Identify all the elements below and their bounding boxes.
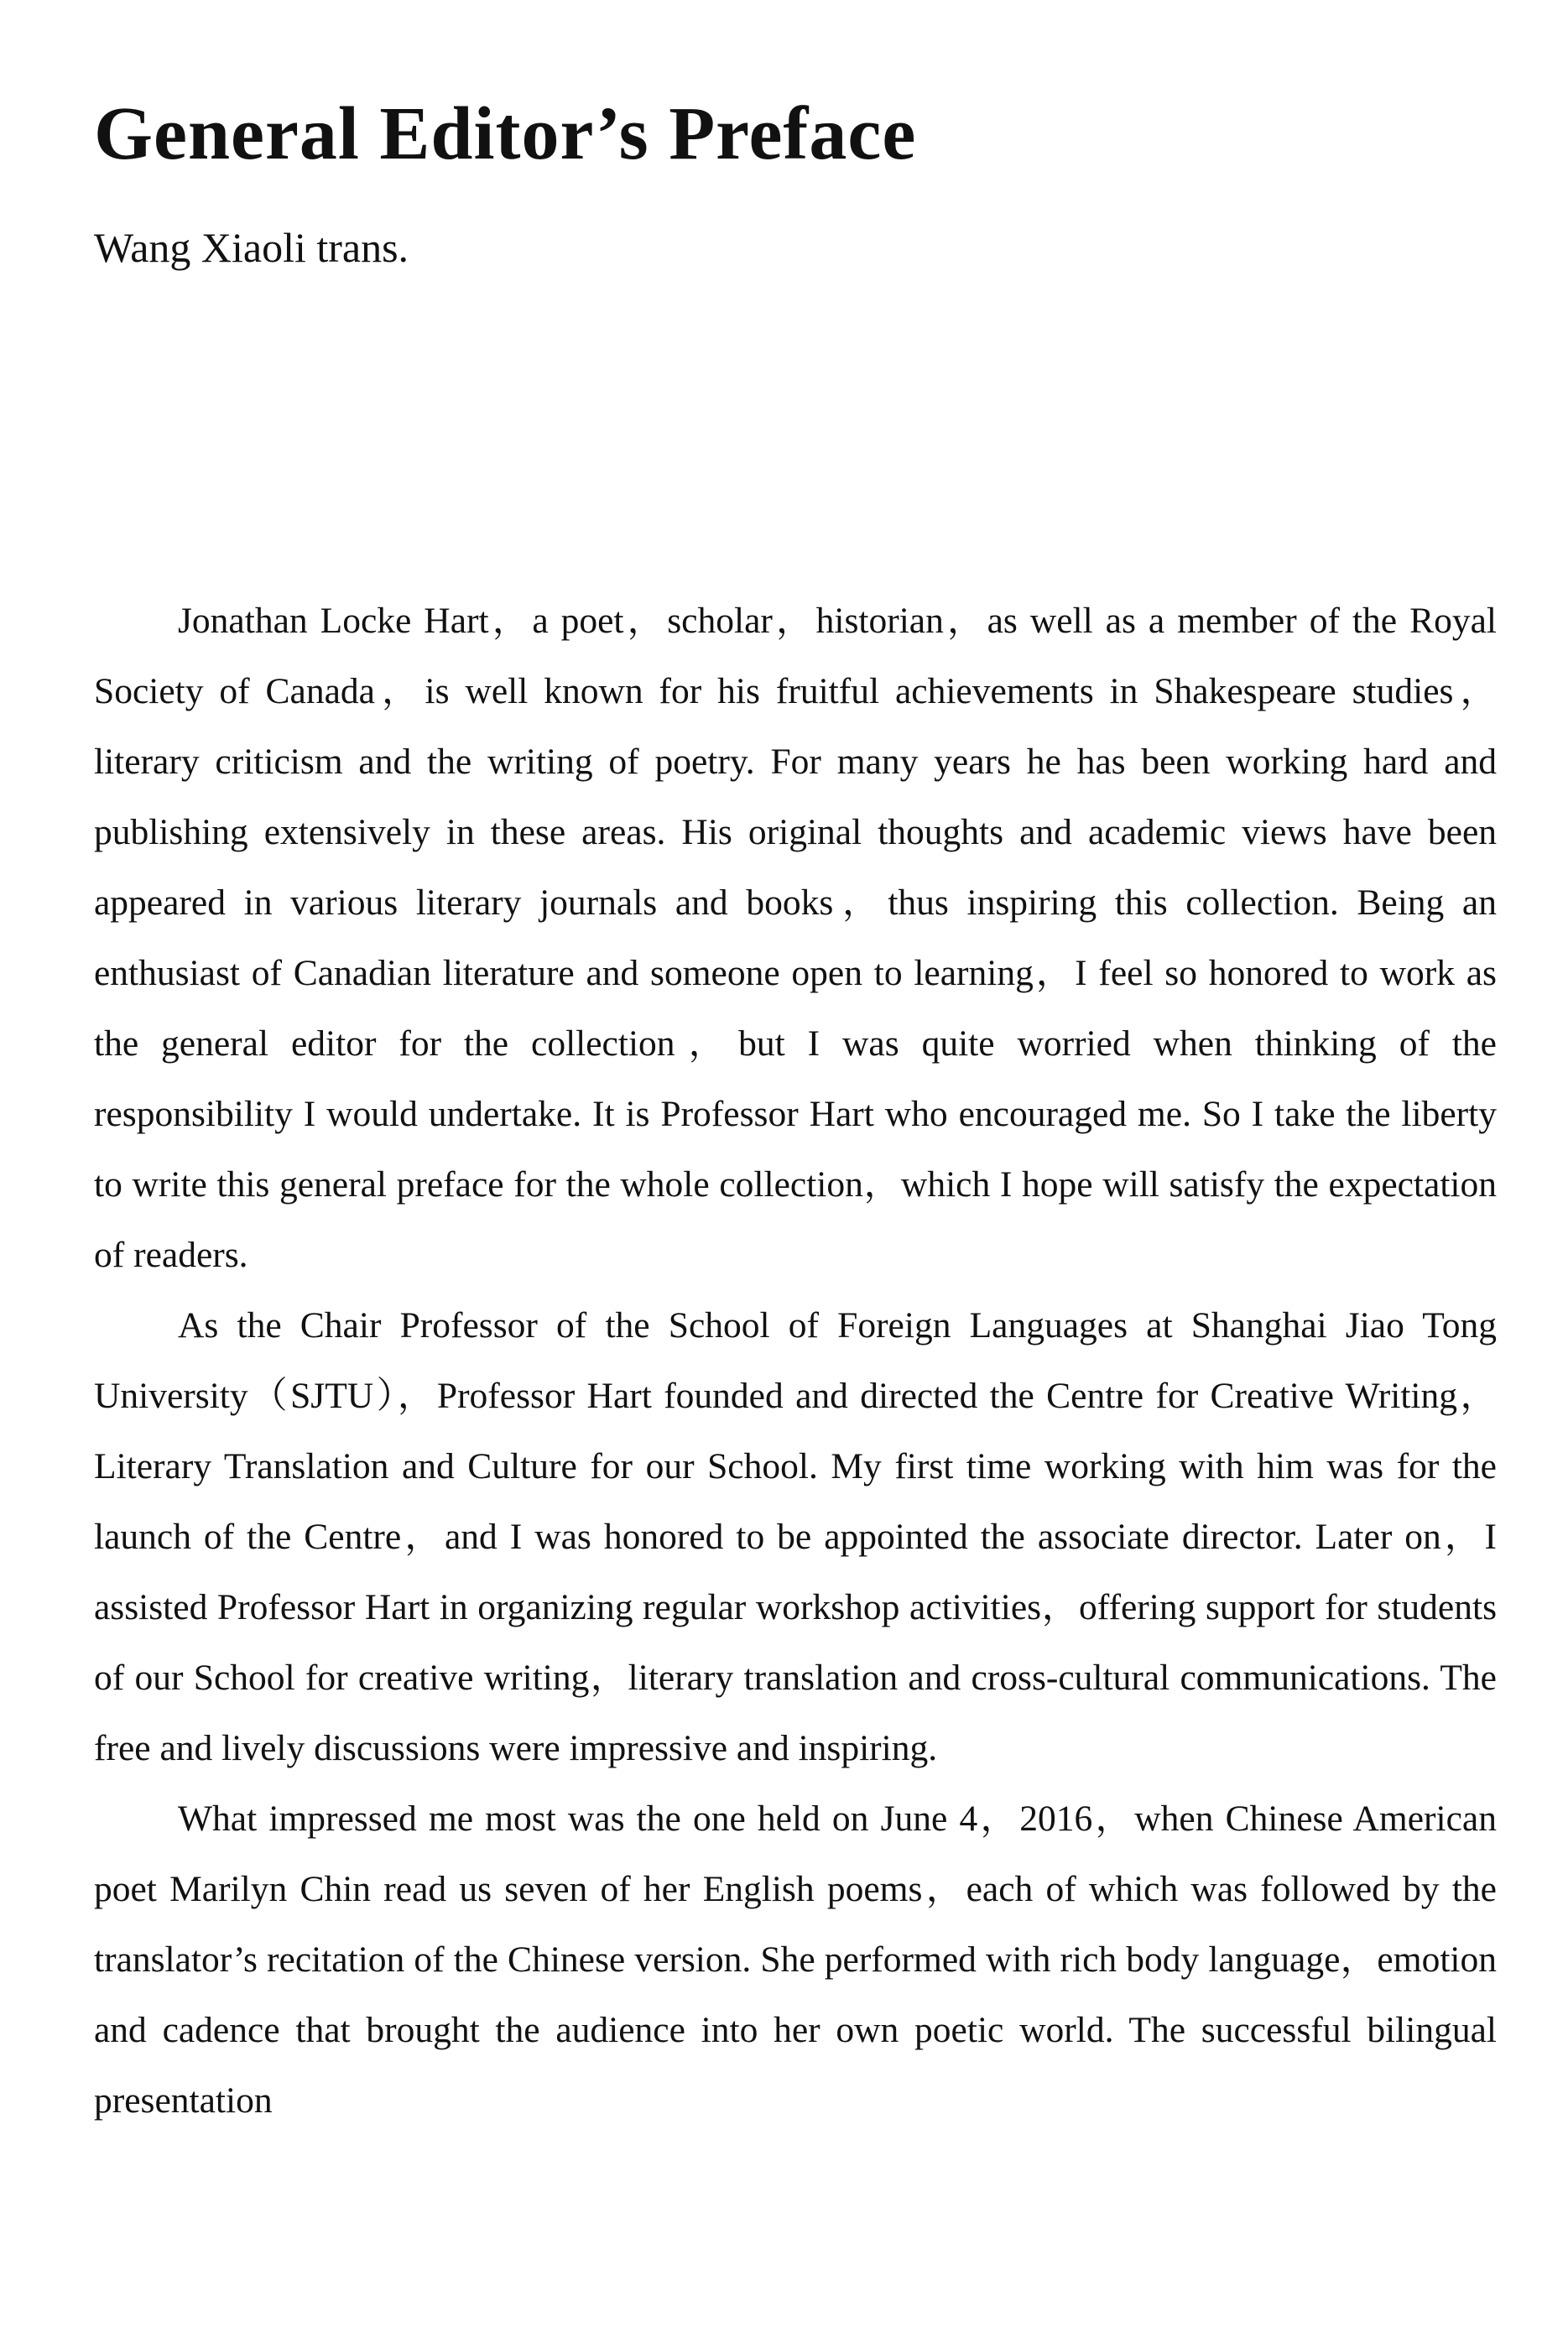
paragraph-3: What impressed me most was the one held on June 4，2016，when Chinese American poet Marilyn Chin read us seven of her English poems，each of which was followed by the translator’s recitation of the Chinese version. She performed with rich body language，emotion and cadence that brought the audience into her own poetic world. The successful bilingual presentation: [94, 1799, 1497, 2121]
translator-credit: Wang Xiaoli trans.: [94, 224, 409, 271]
preface-body: [94, 586, 1497, 2136]
page-title: General Editor’s Preface: [94, 92, 917, 175]
paragraph-2: As the Chair Professor of the School of Foreign Languages at Shanghai Jiao Tong University（SJTU），Professor Hart founded and directed the Centre for Creative Writing，Literary Translation and Culture for our School. My first time working with him was for the launch of the Centre，and I was honored to be appointed the associate director. Later on，I assisted Professor Hart in organizing regular workshop activities，offering support for students of our School for creative writing，literary translation and cross-cultural communications. The free and lively discussions were impressive and inspiring.: [94, 1305, 1497, 1768]
paragraph-1: Jonathan Locke Hart，a poet，scholar，historian，as well as a member of the Royal Society of Canada，is well known for his fruitful achievements in Shakespeare studies，literary criticism and the writing of poetry. For many years he has been working hard and publishing extensively in these areas. His original thoughts and academic views have been appeared in various literary journals and books，thus inspiring this collection. Being an enthusiast of Canadian literature and someone open to learning，I feel so honored to work as the general editor for the collection，but I was quite worried when thinking of the responsibility I would undertake. It is Professor Hart who encouraged me. So I take the liberty to write this general preface for the whole collection，which I hope will satisfy the expectation of readers.: [94, 601, 1497, 1275]
